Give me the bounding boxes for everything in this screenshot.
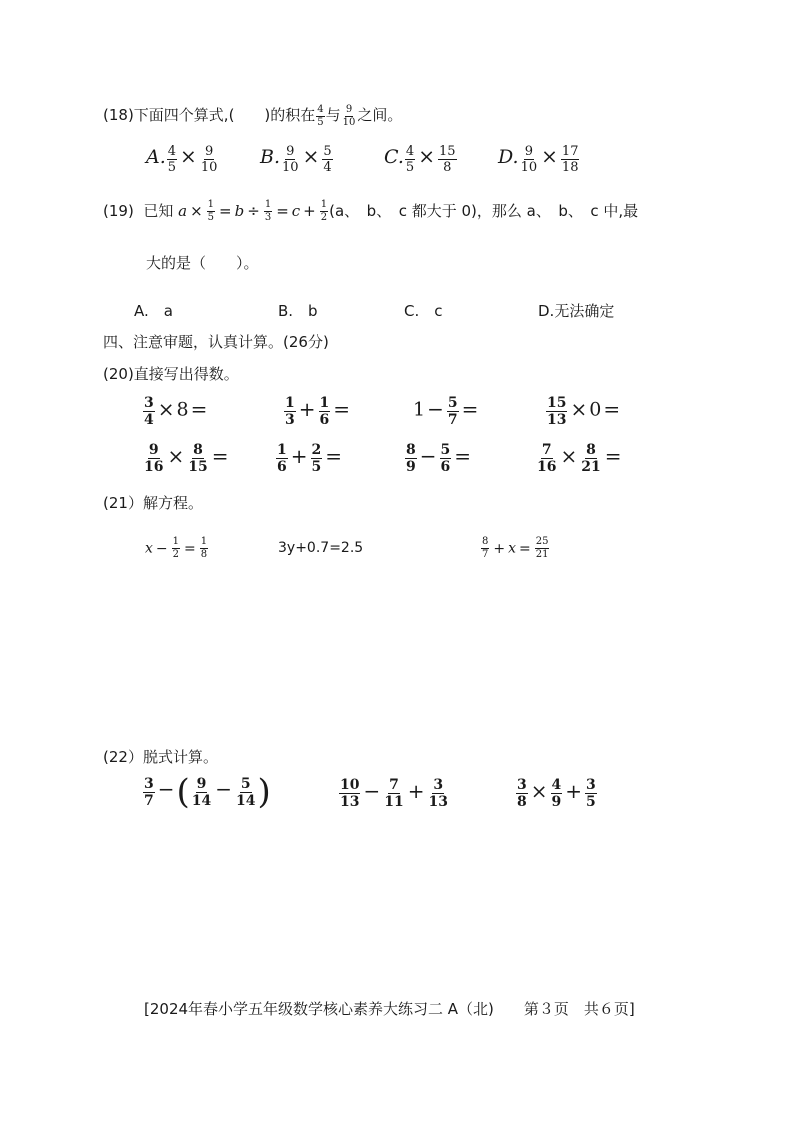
q20-item-3: 1 − $\frac{5}{7}$ =	[413, 395, 479, 428]
q18-option-b: B. $\frac{9}{10}$ × $\frac{5}{4}$	[260, 143, 332, 175]
q19-stem-line2: 大的是（ ）。	[146, 254, 259, 272]
q20-item-6: $\frac{1}{6}$ + $\frac{2}{5}$ =	[277, 442, 343, 475]
q18-stem	[103, 104, 402, 128]
q20-item-2: $\frac{1}{3}$ + $\frac{1}{6}$ =	[285, 395, 351, 428]
q19-equation: a × $\frac{1}{5}$ = b ÷ $\frac{1}{3}$ = c + $\frac{1}{2}$	[178, 199, 328, 223]
page-footer: [2024年春小学五年级数学核心素养大练习二 A（北) 第３页 共６页]	[144, 1000, 635, 1018]
q20-item-8: $\frac{7}{16}$ × $\frac{8}{21}$ =	[537, 442, 622, 475]
q21-equation-3: $\frac{8}{7}$ + x = $\frac{25}{21}$	[482, 536, 549, 560]
q18-number: (18)	[103, 106, 134, 124]
q19-option-c: C. c	[404, 302, 443, 320]
q19-number: (19)	[103, 202, 134, 220]
q22-expression-3: $\frac{3}{8}$ × $\frac{4}{9}$ + $\frac{3}{5}$	[517, 777, 596, 810]
fraction-4-5: $\frac{4}{5}$	[317, 103, 324, 128]
q20-item-7: $\frac{8}{9}$ − $\frac{5}{6}$ =	[406, 442, 472, 475]
section-4-title: 四、注意审题，认真计算。(26分)	[103, 333, 329, 351]
q18-text-between: 与	[325, 106, 341, 124]
q20-item-1: $\frac{3}{4}$ × 8 =	[144, 395, 208, 428]
q20-title: (20)直接写出得数。	[103, 365, 239, 383]
q18-text-end: 之间。	[357, 106, 403, 124]
q21-equation-1: x − $\frac{1}{2}$ = $\frac{1}{8}$	[145, 536, 208, 560]
q18-option-a: A. $\frac{4}{5}$ × $\frac{9}{10}$	[146, 143, 218, 175]
q22-expression-2: $\frac{10}{13}$ − $\frac{7}{11}$ + $\frac{3}{13}$	[340, 777, 448, 810]
q19-option-a: A. a	[134, 302, 173, 320]
q20-item-4: $\frac{15}{13}$ × 0 =	[547, 395, 621, 428]
q19-stem: (19) 已知 a × $\frac{1}{5}$ = b ÷ $\frac{1}{3}$ = c + $\frac{1}{2}$ (a、 b、 c 都大于 0)，那么 a、 b、 c 中,最	[103, 199, 639, 223]
q20-item-5: $\frac{9}{16}$ × $\frac{8}{15}$ =	[144, 442, 229, 475]
fraction-9-10: $\frac{9}{10}$	[342, 103, 356, 128]
q19-option-d: D.无法确定	[538, 302, 615, 320]
q22-title: (22）脱式计算。	[103, 748, 218, 766]
q18-text: 下面四个算式,( )的积在	[133, 106, 316, 124]
q21-equation-2: 3y+0.7=2.5	[278, 540, 364, 556]
q21-title: (21）解方程。	[103, 494, 203, 512]
q22-expression-1: $\frac{3}{7}$ −( $\frac{9}{14}$ − $\frac{5}{14}$ )	[144, 772, 271, 812]
q18-option-c: C. $\frac{4}{5}$ × $\frac{15}{8}$	[384, 143, 456, 175]
q18-option-d: D. $\frac{9}{10}$ × $\frac{17}{18}$	[498, 143, 579, 175]
q19-option-b: B. b	[278, 302, 318, 320]
